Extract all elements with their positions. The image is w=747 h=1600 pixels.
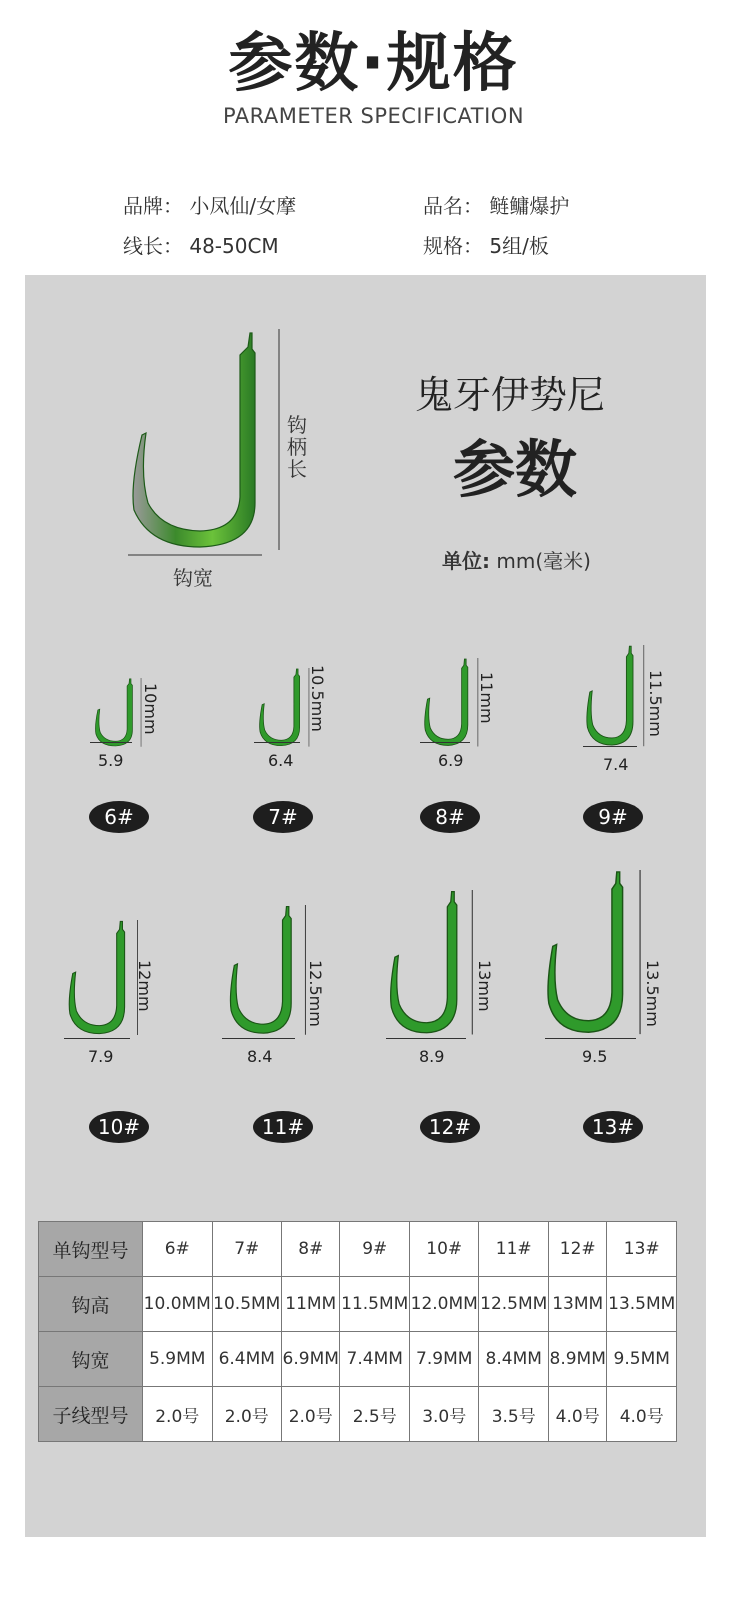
table-cell: 11#: [479, 1222, 549, 1277]
size-badge-6: 6#: [89, 801, 149, 833]
hook-width-line: [254, 742, 300, 743]
size-badge-7: 7#: [253, 801, 313, 833]
size-badge-9: 9#: [583, 801, 643, 833]
spec-brand: 品牌： 小凤仙/女摩: [123, 194, 297, 218]
hook-width-value: 9.5: [582, 1047, 608, 1066]
table-row: [39, 1332, 677, 1387]
hook-diagram-large: [120, 325, 295, 565]
table-cell: 12.0MM: [409, 1277, 479, 1332]
table-cell: 11.5MM: [340, 1277, 410, 1332]
panel-title-params: 参数: [453, 433, 578, 506]
table-cell: 13.5MM: [607, 1277, 677, 1332]
hook-height-value: 13mm: [475, 960, 494, 1012]
hook-width-line: [386, 1038, 466, 1039]
table-cell: 4.0号: [548, 1387, 606, 1442]
hook-diagram-12: [388, 890, 474, 1037]
row-header: 单钩型号: [39, 1222, 143, 1277]
size-badge-13: 13#: [583, 1111, 643, 1143]
table-cell: 3.5号: [479, 1387, 549, 1442]
size-badge-11: 11#: [253, 1111, 313, 1143]
table-cell: 9#: [340, 1222, 410, 1277]
hook-width-value: 7.4: [603, 755, 629, 774]
hook-width-line: [222, 1038, 295, 1039]
hook-height-value: 12mm: [135, 960, 154, 1012]
hook-diagram-8: [423, 658, 479, 748]
hook-width-line: [545, 1038, 636, 1039]
hook-width-value: 8.4: [247, 1047, 273, 1066]
table-cell: 11MM: [282, 1277, 340, 1332]
table-cell: 8#: [282, 1222, 340, 1277]
hook-diagram-7: [258, 668, 310, 748]
hook-width-line: [90, 742, 132, 743]
hook-width-value: 8.9: [419, 1047, 445, 1066]
hook-width-value: 6.9: [438, 751, 464, 770]
table-cell: 13#: [607, 1222, 677, 1277]
table-cell: 7.4MM: [340, 1332, 410, 1387]
spec-table: [38, 1221, 677, 1442]
unit-line: [442, 545, 591, 574]
panel-title: 鬼牙伊势尼: [415, 373, 606, 417]
hook-height-value: 10.5mm: [308, 665, 327, 732]
table-cell: 9.5MM: [607, 1332, 677, 1387]
table-row: [39, 1277, 677, 1332]
spec-pack: 规格： 5组/板: [423, 234, 549, 258]
row-header: 子线型号: [39, 1387, 143, 1442]
table-cell: 2.0号: [212, 1387, 282, 1442]
hook-diagram-9: [585, 645, 645, 748]
shank-length-label: 钩柄长: [287, 413, 307, 481]
table-row: [39, 1387, 677, 1442]
hook-width-label: 钩宽: [173, 566, 213, 590]
table-cell: 5.9MM: [143, 1332, 213, 1387]
table-cell: 13MM: [548, 1277, 606, 1332]
hook-height-value: 13.5mm: [643, 960, 662, 1027]
size-badge-12: 12#: [420, 1111, 480, 1143]
table-cell: 7#: [212, 1222, 282, 1277]
hook-height-value: 10mm: [141, 683, 160, 735]
hook-width-value: 7.9: [88, 1047, 114, 1066]
table-cell: 2.0号: [143, 1387, 213, 1442]
hook-height-value: 11mm: [477, 672, 496, 724]
hook-height-value: 11.5mm: [646, 670, 665, 737]
hook-diagram-13: [545, 870, 642, 1037]
page-subtitle: PARAMETER SPECIFICATION: [222, 104, 525, 128]
row-header: 钩高: [39, 1277, 143, 1332]
hook-width-line: [583, 746, 637, 747]
table-cell: 6.4MM: [212, 1332, 282, 1387]
hook-width-line: [64, 1038, 130, 1039]
unit-value: mm(毫米): [490, 549, 591, 573]
table-cell: 8.4MM: [479, 1332, 549, 1387]
table-cell: 10#: [409, 1222, 479, 1277]
table-cell: 6#: [143, 1222, 213, 1277]
table-cell: 12#: [548, 1222, 606, 1277]
hook-width-value: 6.4: [268, 751, 294, 770]
row-header: 钩宽: [39, 1332, 143, 1387]
unit-label: 单位:: [442, 549, 490, 573]
table-cell: 2.5号: [340, 1387, 410, 1442]
table-row: [39, 1222, 677, 1277]
hook-height-value: 12.5mm: [306, 960, 325, 1027]
table-cell: 6.9MM: [282, 1332, 340, 1387]
size-badge-8: 8#: [420, 801, 480, 833]
hook-diagram-10: [67, 920, 139, 1037]
table-cell: 10.0MM: [143, 1277, 213, 1332]
spec-line-length: 线长： 48-50CM: [123, 234, 279, 258]
table-cell: 3.0号: [409, 1387, 479, 1442]
size-badge-10: 10#: [89, 1111, 149, 1143]
hook-width-value: 5.9: [98, 751, 124, 770]
hook-diagram-6: [94, 678, 142, 748]
hook-diagram-11: [228, 905, 307, 1037]
hook-width-line: [420, 742, 470, 743]
table-cell: 8.9MM: [548, 1332, 606, 1387]
table-cell: 4.0号: [607, 1387, 677, 1442]
table-cell: 10.5MM: [212, 1277, 282, 1332]
table-cell: 12.5MM: [479, 1277, 549, 1332]
table-cell: 7.9MM: [409, 1332, 479, 1387]
table-cell: 2.0号: [282, 1387, 340, 1442]
spec-product: 品名： 鲢鳙爆护: [423, 194, 570, 218]
page-title: 参数·规格: [228, 27, 519, 101]
